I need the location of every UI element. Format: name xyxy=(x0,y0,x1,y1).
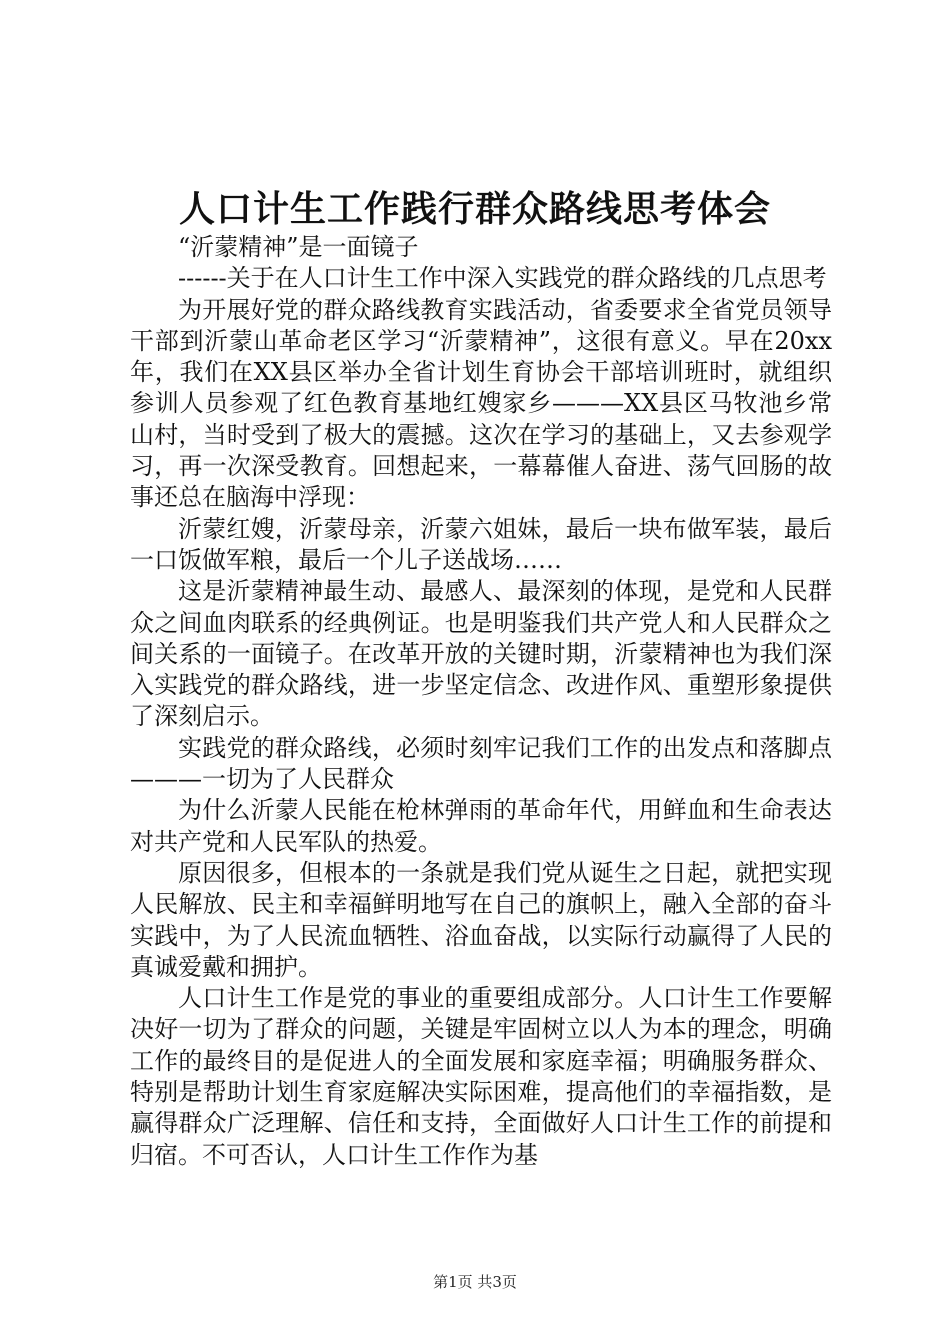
body-paragraph: 原因很多，但根本的一条就是我们党从诞生之日起，就把实现人民解放、民主和幸福鲜明地写在自己的旗帜上，融入全部的奋斗实践中，为了人民流血牺牲、浴血奋战，以实际行动赢得了人民的真诚爱戴和拥护。 xyxy=(130,858,832,981)
document-title: 人口计生工作践行群众路线思考体会 xyxy=(178,188,771,230)
body-paragraph: 沂蒙红嫂，沂蒙母亲，沂蒙六姐妹，最后一块布做军装，最后一口饭做军粮，最后一个儿子送战场…… xyxy=(130,514,832,574)
body-paragraph: 为什么沂蒙人民能在枪林弹雨的革命年代，用鲜血和生命表达对共产党和人民军队的热爱。 xyxy=(130,796,832,856)
body-paragraph: 人口计生工作是党的事业的重要组成部分。人口计生工作要解决好一切为了群众的问题，关键是牢固树立以人为本的理念，明确工作的最终目的是促进人的全面发展和家庭幸福；明确服务群众、特别是帮助计划生育家庭解决实际困难，提高他们的幸福指数，是赢得群众广泛理解、信任和支持，全面做好人口计生工作的前提和归宿。不可否认，人口计生工作作为基 xyxy=(130,984,832,1169)
subtitle-note-paragraph: ------关于在人口计生工作中深入实践党的群众路线的几点思考 xyxy=(178,264,827,293)
body-paragraph: 这是沂蒙精神最生动、最感人、最深刻的体现，是党和人民群众之间血肉联系的经典例证。也是明鉴我们共产党人和人民群众之间关系的一面镜子。在改革开放的关键时期，沂蒙精神也为我们深入实践党的群众路线，进一步坚定信念、改进作风、重塑形象提供了深刻启示。 xyxy=(130,577,832,731)
page-number-footer: 第1页 共3页 xyxy=(433,1273,517,1291)
document-body xyxy=(130,232,832,1171)
subtitle-paragraph: “沂蒙精神”是一面镜子 xyxy=(178,233,419,261)
body-paragraph: 为开展好党的群众路线教育实践活动，省委要求全省党员领导干部到沂蒙山革命老区学习“沂蒙精神”，这很有意义。早在20xx年，我们在XX县区举办全省计划生育协会干部培训班时，就组织参训人员参观了红色教育基地红嫂家乡———XX县区马牧池乡常山村，当时受到了极大的震撼。这次在学习的基础上，又去参观学习，再一次深受教育。回想起来，一幕幕催人奋进、荡气回肠的故事还总在脑海中浮现： xyxy=(130,295,832,512)
section-heading-paragraph: 实践党的群众路线，必须时刻牢记我们工作的出发点和落脚点———一切为了人民群众 xyxy=(130,733,832,794)
